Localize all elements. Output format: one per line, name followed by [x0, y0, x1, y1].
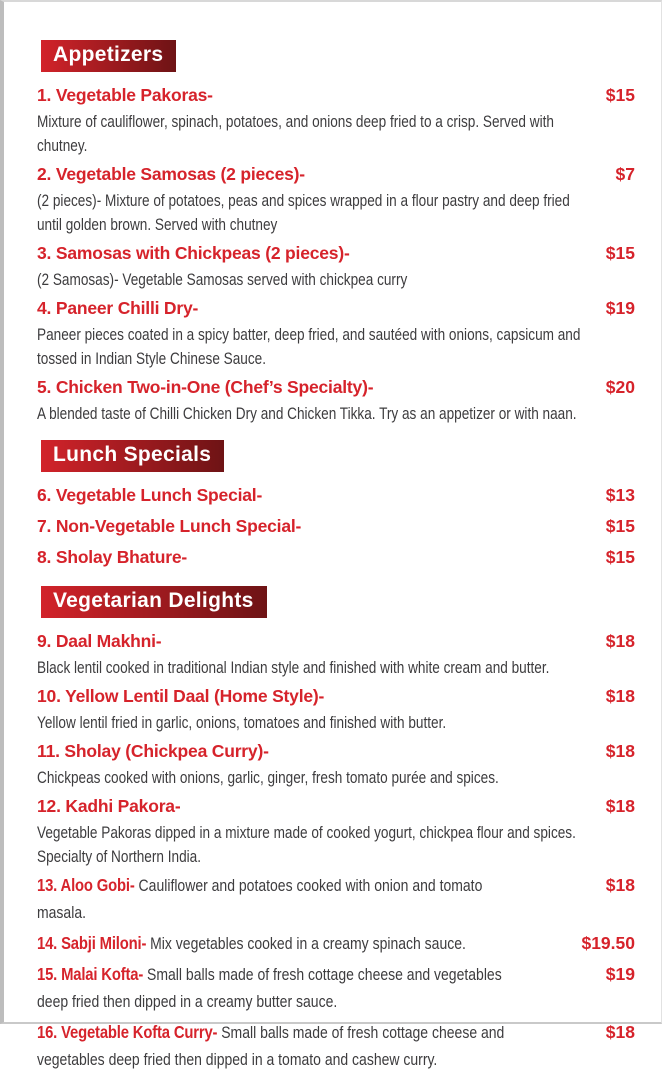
item-price: $19.50 — [581, 933, 635, 953]
item-description: (2 Samosas)- Vegetable Samosas served with chickpea curry — [37, 271, 408, 289]
menu-item-vegetable-pakoras — [37, 82, 635, 158]
menu-section-vegetarian-delights — [37, 586, 635, 1074]
item-name: 2. Vegetable Samosas (2 pieces)- — [37, 164, 305, 184]
item-price: $18 — [605, 875, 635, 895]
section-items — [37, 82, 635, 426]
menu-item-text — [37, 872, 511, 927]
menu-item-row — [37, 240, 635, 268]
menu-item-text — [37, 374, 511, 402]
menu-item-row — [37, 738, 635, 766]
item-name: 7. Non-Vegetable Lunch Special- — [37, 516, 302, 536]
item-name: 15. Malai Kofta- — [37, 964, 144, 984]
item-name: 6. Vegetable Lunch Special- — [37, 485, 263, 505]
menu-item-vegetable-lunch-special — [37, 482, 635, 510]
menu-item-malai-kofta — [37, 961, 635, 1016]
item-price: $13 — [605, 485, 635, 505]
item-name: 8. Sholay Bhature- — [37, 547, 188, 567]
item-price: $20 — [605, 377, 635, 397]
menu-item-text — [37, 161, 511, 189]
item-price: $19 — [605, 298, 635, 318]
menu-section-lunch-specials — [37, 440, 635, 572]
menu-item-row — [37, 295, 635, 323]
section-title: Vegetarian Delights — [53, 589, 254, 612]
item-name: 9. Daal Makhni- — [37, 631, 162, 651]
item-description: Small balls made of fresh cottage cheese and vegetables deep fried then dipped in a tomato and cashew curry. — [37, 1024, 505, 1069]
item-name: 16. Vegetable Kofta Curry- — [37, 1022, 218, 1042]
menu-item-text — [37, 513, 511, 541]
menu-item-yellow-lentil-daal-home-style — [37, 683, 635, 735]
section-title: Lunch Specials — [53, 443, 212, 466]
menu-item-row — [37, 930, 635, 958]
menu-item-row — [37, 793, 635, 821]
item-name: 1. Vegetable Pakoras- — [37, 85, 213, 105]
menu-item-text — [37, 295, 511, 323]
item-price: $15 — [605, 243, 635, 263]
item-description: Small balls made of fresh cottage cheese and vegetables deep fried then dipped in a creamy butter sauce. — [37, 966, 502, 1011]
item-name: 5. Chicken Two-in-One (Chef’s Specialty)- — [37, 377, 374, 397]
menu-item-vegetable-samosas-2-pieces — [37, 161, 635, 237]
menu-sections — [37, 40, 635, 1074]
item-description: Mix vegetables cooked in a creamy spinach sauce. — [146, 935, 466, 953]
section-title: Appetizers — [53, 43, 164, 66]
menu-item-row — [37, 1019, 635, 1074]
item-name: 11. Sholay (Chickpea Curry)- — [37, 741, 269, 761]
menu-item-chicken-two-in-one-chef-s-specialty — [37, 374, 635, 426]
menu-item-row — [37, 628, 635, 656]
item-price: $19 — [605, 964, 635, 984]
item-name: 14. Sabji Miloni- — [37, 933, 147, 953]
section-banner — [41, 40, 176, 72]
menu-item-text — [37, 961, 511, 1016]
item-name: 4. Paneer Chilli Dry- — [37, 298, 199, 318]
menu-item-text — [37, 1019, 511, 1074]
menu-item-aloo-gobi — [37, 872, 635, 927]
item-name: 13. Aloo Gobi- — [37, 875, 135, 895]
menu-item-row — [37, 544, 635, 572]
section-items — [37, 482, 635, 572]
menu-item-text — [37, 544, 511, 572]
menu-item-sholay-chickpea-curry — [37, 738, 635, 790]
item-description: Yellow lentil fried in garlic, onions, tomatoes and finished with butter. — [37, 714, 447, 732]
menu-item-row — [37, 683, 635, 711]
item-price: $18 — [605, 796, 635, 816]
item-price: $15 — [605, 547, 635, 567]
menu-item-paneer-chilli-dry — [37, 295, 635, 371]
menu-item-row — [37, 872, 635, 927]
menu-item-text — [37, 683, 511, 711]
item-description: (2 pieces)- Mixture of potatoes, peas and spices wrapped in a flour pastry and deep fried until golden brown. Served with chutney — [37, 192, 570, 234]
item-price: $18 — [605, 741, 635, 761]
item-description: Chickpeas cooked with onions, garlic, ginger, fresh tomato purée and spices. — [37, 769, 499, 787]
menu-item-kadhi-pakora — [37, 793, 635, 869]
menu-item-text — [37, 628, 511, 656]
item-price: $18 — [605, 686, 635, 706]
menu-item-text — [37, 82, 511, 110]
menu-item-text — [37, 930, 511, 958]
menu-item-row — [37, 374, 635, 402]
menu-item-row — [37, 161, 635, 189]
menu-item-vegetable-kofta-curry — [37, 1019, 635, 1074]
item-name: 10. Yellow Lentil Daal (Home Style)- — [37, 686, 325, 706]
item-name: 3. Samosas with Chickpeas (2 pieces)- — [37, 243, 350, 263]
section-banner — [41, 586, 267, 618]
menu-item-text — [37, 738, 511, 766]
item-name: 12. Kadhi Pakora- — [37, 796, 181, 816]
section-banner — [41, 440, 224, 472]
menu-section-appetizers — [37, 40, 635, 426]
item-price: $15 — [605, 85, 635, 105]
menu-item-non-vegetable-lunch-special — [37, 513, 635, 541]
menu-item-row — [37, 961, 635, 1016]
item-price: $18 — [605, 1022, 635, 1042]
menu-item-text — [37, 240, 511, 268]
item-description: A blended taste of Chilli Chicken Dry and Chicken Tikka. Try as an appetizer or with naan. — [37, 405, 577, 423]
item-price: $15 — [605, 516, 635, 536]
menu-item-row — [37, 513, 635, 541]
menu-item-text — [37, 793, 511, 821]
item-price: $18 — [605, 631, 635, 651]
menu-item-daal-makhni — [37, 628, 635, 680]
menu-item-row — [37, 482, 635, 510]
section-items — [37, 628, 635, 1074]
item-price: $7 — [615, 164, 635, 184]
item-description: Cauliflower and potatoes cooked with onion and tomato masala. — [37, 877, 483, 922]
menu-item-row — [37, 82, 635, 110]
menu-item-text — [37, 482, 511, 510]
menu-item-samosas-with-chickpeas-2-pieces — [37, 240, 635, 292]
item-description: Vegetable Pakoras dipped in a mixture made of cooked yogurt, chickpea flour and spices. Specialty of Northern India. — [37, 824, 576, 866]
menu-item-sabji-miloni — [37, 930, 635, 958]
item-description: Paneer pieces coated in a spicy batter, deep fried, and sautéed with onions, capsicum and tossed in Indian Style Chinese Sauce. — [37, 326, 581, 368]
item-description: Mixture of cauliflower, spinach, potatoes, and onions deep fried to a crisp. Served with chutney. — [37, 113, 554, 155]
menu-item-sholay-bhature — [37, 544, 635, 572]
item-description: Black lentil cooked in traditional Indian style and finished with white cream and butter. — [37, 659, 550, 677]
